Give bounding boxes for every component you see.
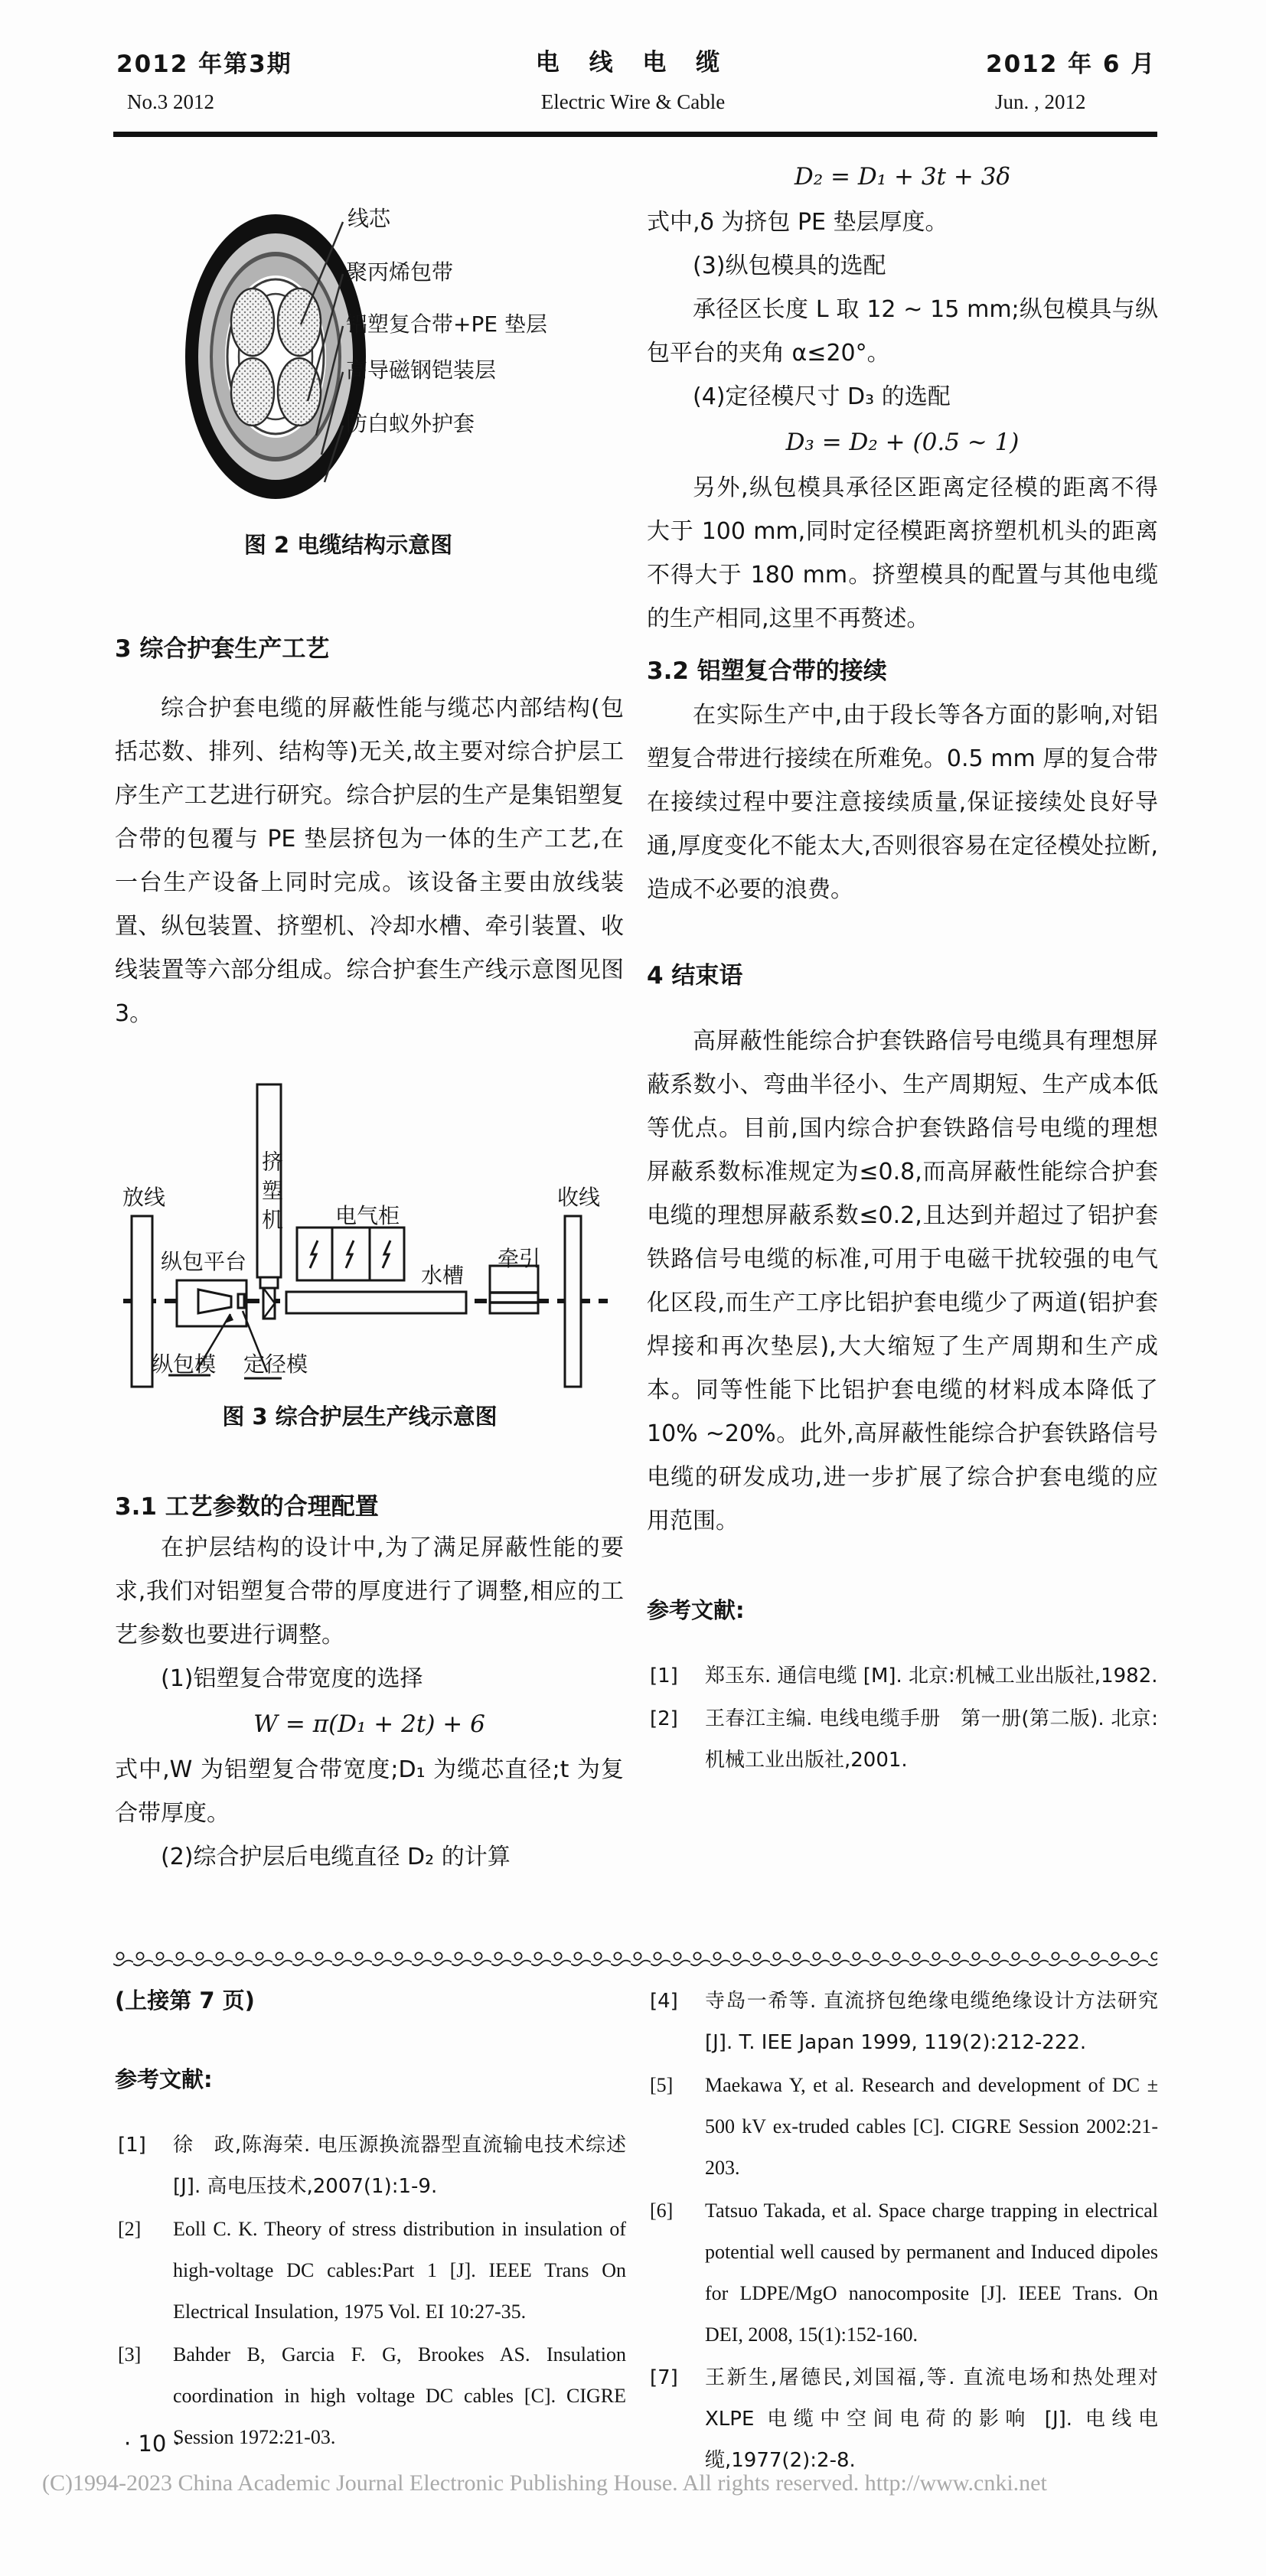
reference-item [647, 2190, 1158, 2356]
header-date-cn: 2012 年 6 月 [986, 51, 1157, 78]
figure3-label-wrap-die: 纵包模 [152, 1352, 217, 1377]
conductor-core [231, 358, 274, 426]
section-divider-ornament [113, 1948, 1157, 1970]
header-issue-en: No.3 2012 [127, 90, 214, 113]
section3-1-heading: 3.1 工艺参数的合理配置 [115, 1493, 379, 1521]
reference-marker: [1] [650, 1665, 678, 1687]
where-d2: 式中,δ 为挤包 PE 垫层厚度。 [647, 209, 948, 236]
section3-1-where: 式中,W 为铝塑复合带宽度;D₁ 为缆芯直径;t 为复合带厚度。 [115, 1756, 624, 1827]
figure3-label-extruder: 挤塑机 [259, 1150, 284, 1237]
figure2-label-al-pe: 铝塑复合带+PE 垫层 [346, 311, 547, 337]
takeup-stand [565, 1216, 581, 1387]
reference-item [647, 1698, 1158, 1781]
hauloff-box [490, 1266, 538, 1313]
formula-d2: D₂ = D₁ + 3t + 3δ [794, 163, 1011, 191]
payoff-stand [132, 1216, 152, 1387]
section3-heading: 3 综合护套生产工艺 [115, 635, 330, 663]
journal-title-en: Electric Wire & Cable [540, 90, 726, 113]
para-die-distance: 另外,纵包模具承径区距离定径模的距离不得大于 100 mm,同时定径模距离挤塑机机头的距离不得大于 180 mm。挤塑模具的配置与其他电缆的生产相同,这里不再赘述。 [647, 474, 1158, 632]
reference-item [115, 2209, 626, 2333]
conductor-core [278, 358, 321, 426]
section4-paragraph: 高屏蔽性能综合护套铁路信号电缆具有理想屏蔽系数小、弯曲半径小、生产周期短、生产成本低等优点。目前,国内综合护套铁路信号电缆的理想屏蔽系数标准规定为≤0.8,而高屏蔽性能综合护套电缆的理想屏蔽系数≤0.2,且达到并超过了铝护套铁路信号电缆的标准,可用于电磁干扰较强的电气化区段,而生产工序比铝护套电缆少了两道(铝护套焊接和再次垫层),大大缩短了生产周期和生产成本。同等性能下比铝护套电缆的材料成本降低了 10% ~20%。此外,高屏蔽性能综合护套铁路信号电缆的研发成功,进一步扩展了综合护套电缆的应用范围。 [647, 1028, 1158, 1534]
header-issue-cn: 2012 年第3期 [116, 51, 292, 78]
figure3-caption: 图 3 综合护层生产线示意图 [222, 1404, 498, 1430]
formula-tape-width: W = π(D₁ + 2t) + 6 [253, 1710, 485, 1738]
reference-text: 郑玉东. 通信电缆 [M]. 北京:机械工业出版社,1982. [705, 1665, 1158, 1687]
reference-text: 王春江主编. 电线电缆手册 第一册(第二版). 北京:机械工业出版社,2001. [705, 1707, 1158, 1772]
continued-from-note: (上接第 7 页) [115, 1987, 255, 2014]
reference-marker: [2] [118, 2218, 142, 2240]
reference-item [115, 2124, 626, 2207]
para-die-length: 承径区长度 L 取 12 ~ 15 mm;纵包模具与纵包平台的夹角 α≤20°。 [647, 296, 1158, 367]
figure3-label-payoff: 放线 [122, 1185, 166, 1210]
figure3-drawing [115, 1074, 624, 1395]
reference-marker: [5] [650, 2074, 674, 2096]
figure3-label-trough: 水槽 [421, 1263, 465, 1288]
journal-title-cn: 电 线 电 缆 [535, 49, 731, 77]
continuation-left [115, 1984, 626, 2460]
copyright-line: (C)1994-2023 China Academic Journal Electronic Publishing House. All rights reserved. http://www.cnki.net [42, 2470, 1047, 2496]
figure3-production-line [115, 1074, 624, 1433]
item-3: (3)纵包模具的选配 [693, 253, 886, 279]
right-column [647, 153, 1158, 1782]
section3-1-paragraph: 在护层结构的设计中,为了满足屏蔽性能的要求,我们对铝塑复合带的厚度进行了调整,相应的工艺参数也要进行调整。 [115, 1534, 624, 1648]
reference-text: 徐 政,陈海荣. 电压源换流器型直流输电技术综述 [J]. 高电压技术,2007(1):1-9. [173, 2134, 626, 2198]
section3-2-heading: 3.2 铝塑复合带的接续 [647, 657, 887, 685]
reference-item [647, 2357, 1158, 2481]
page-number: · 10 · [124, 2431, 181, 2457]
figure3-label-hauloff: 牵引 [498, 1246, 541, 1271]
figure2-label-steel: 高导磁钢铠装层 [346, 357, 497, 383]
figure3-label-sizing-die: 定径模 [243, 1352, 308, 1377]
conductor-core [278, 289, 321, 356]
section3-paragraph: 综合护套电缆的屏蔽性能与缆芯内部结构(包括芯数、排列、结构等)无关,故主要对综合护层工序生产工艺进行研究。综合护层的生产是集铝塑复合带的包覆与 PE 垫层挤包为一体的生产工艺,在一台生产设备上同时完成。该设备主要由放线装置、纵包装置、挤塑机、冷却水槽、牵引装置、收线装置等六部分组成。综合护套生产线示意图见图 3。 [115, 695, 624, 1027]
reference-text: Tatsuo Takada, et al. Space charge trapping in electrical potential well caused by permanent and Induced dipoles for LDPE/MgO nanocomposite [J]. IEEE Trans. On DEI, 2008, 15(1):152-160. [705, 2199, 1158, 2346]
reference-item [647, 2065, 1158, 2189]
reference-item [647, 1655, 1158, 1697]
continuation-right [647, 1981, 1158, 2483]
reference-marker: [7] [650, 2366, 678, 2389]
sizing-die-rect [238, 1294, 244, 1308]
figure2-label-core: 线芯 [347, 206, 391, 231]
continuation-references-title: 参考文献: [115, 2066, 213, 2092]
section3 [115, 629, 624, 1035]
extruder-head [263, 1288, 275, 1319]
section4-heading: 4 结束语 [647, 962, 743, 990]
figure2-label-sheath: 防白蚁外护套 [346, 411, 475, 436]
header-rule [113, 132, 1157, 137]
references-title: 参考文献: [647, 1597, 745, 1623]
reference-marker: [4] [650, 1990, 678, 2013]
formula-d3: D₃ = D₂ + (0.5 ~ 1) [785, 429, 1020, 456]
reference-text: Bahder B, Garcia F. G, Brookes AS. Insulation coordination in high voltage DC cables [C]. CIGRE Session 1972:21-03. [173, 2343, 626, 2448]
header-date-en: Jun. , 2012 [995, 90, 1086, 113]
reference-item [115, 2334, 626, 2458]
figure3-label-takeup: 收线 [557, 1185, 601, 1210]
reference-item [647, 1981, 1158, 2063]
section3-1-item1: (1)铝塑复合带宽度的选择 [161, 1665, 423, 1692]
reference-text: Eoll C. K. Theory of stress distribution in insulation of high-voltage DC cables:Part 1 [J]. IEEE Trans On Electrical Insulation, 1975 Vol. EI 10:27-35. [173, 2218, 626, 2323]
reference-marker: [1] [118, 2134, 146, 2157]
reference-text: Maekawa Y, et al. Research and development of DC ± 500 kV ex-truded cables [C]. CIGRE Session 2002:21-203. [705, 2074, 1158, 2179]
figure2-label-pp-tape: 聚丙烯包带 [346, 259, 454, 285]
section3-2-paragraph: 在实际生产中,由于段长等各方面的影响,对铝塑复合带进行接续在所难免。0.5 mm 厚的复合带在接续过程中要注意接续质量,保证接续处良好导通,厚度变化不能太大,否则很容易在定径模处拉断,造成不必要的浪费。 [647, 702, 1158, 903]
water-trough-box [286, 1292, 466, 1313]
conductor-core [231, 289, 274, 356]
figure2-drawing [115, 182, 624, 519]
figure3-label-cabinet: 电气柜 [335, 1203, 400, 1228]
figure2-caption: 图 2 电缆结构示意图 [243, 532, 453, 558]
section3-1 [115, 1487, 624, 1879]
figure2-cable-structure [115, 182, 624, 565]
extruder-neck [260, 1277, 278, 1288]
figure3-label-platform: 纵包平台 [161, 1249, 247, 1274]
reference-text: 寺岛一希等. 直流挤包绝缘电缆绝缘设计方法研究 [J]. T. IEE Japan 1999, 119(2):212-222. [705, 1990, 1158, 2054]
reference-marker: [2] [650, 1707, 678, 1730]
item-4: (4)定径模尺寸 D₃ 的选配 [693, 383, 951, 410]
reference-text: 王新生,屠德民,刘国福,等. 直流电场和热处理对 XLPE 电缆中空间电荷的影响 [J]. 电线电缆,1977(2):2-8. [705, 2366, 1158, 2472]
reference-marker: [3] [118, 2343, 142, 2366]
reference-marker: [6] [650, 2199, 674, 2222]
section3-1-item2: (2)综合护层后电缆直径 D₂ 的计算 [161, 1844, 511, 1870]
